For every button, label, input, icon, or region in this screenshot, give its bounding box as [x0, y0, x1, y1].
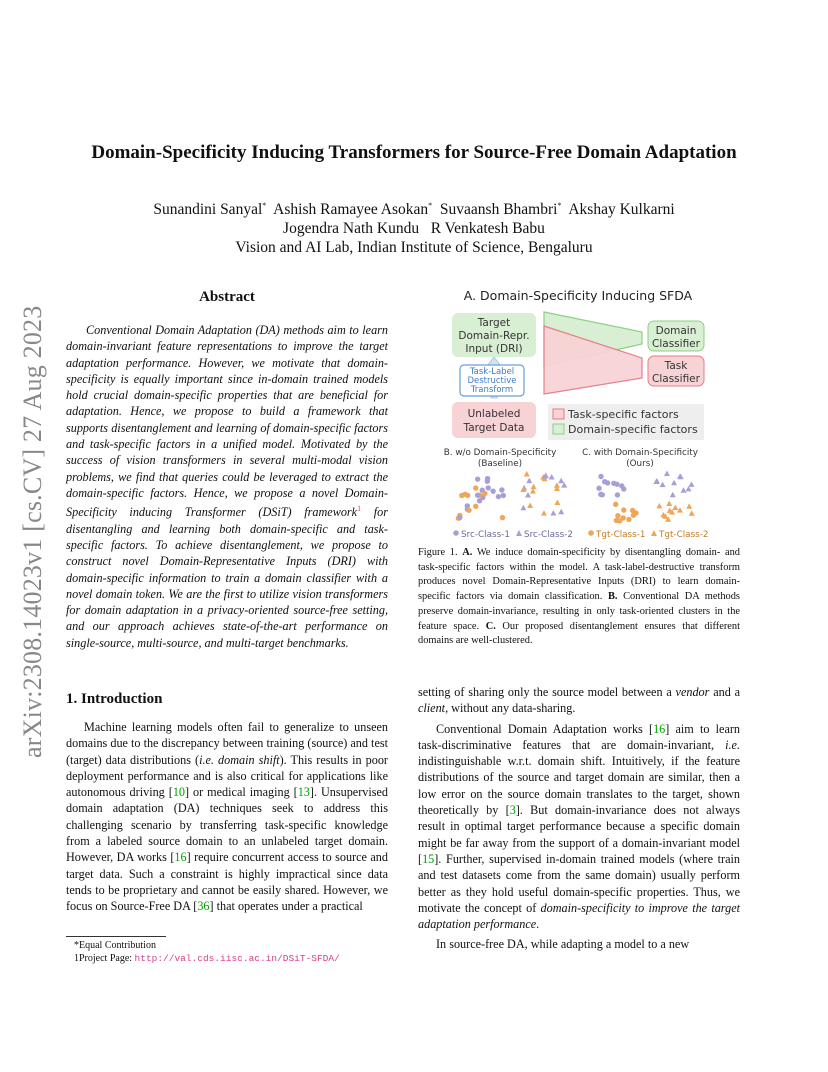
scatter-point: [499, 487, 504, 492]
citation-link[interactable]: 16: [653, 721, 666, 736]
scatter-point: [501, 493, 506, 498]
text-run: and a: [709, 685, 740, 699]
scatter-point: [541, 510, 547, 516]
legend-domain-label: Domain-specific factors: [568, 423, 698, 436]
task-classifier-label-1: Task: [664, 360, 688, 372]
panel-b-title-2: (Baseline): [477, 459, 523, 469]
text-run: , without any data-sharing.: [445, 701, 576, 716]
intro-column-left: [66, 719, 388, 915]
scatter-point: [626, 517, 631, 522]
equal-mark: *: [428, 201, 433, 210]
figure-1: [418, 286, 740, 548]
intro-paragraph-3: [418, 721, 740, 933]
project-page-link[interactable]: http://val.cds.iisc.ac.in/DSiT-SFDA/: [134, 953, 340, 964]
author-2: Ashish Ramayee Asokan: [273, 201, 429, 219]
legend-task-label: Task-specific factors: [568, 408, 679, 421]
text-run: ]. Further, supervised in-domain trained models (where train and test datasets come from the same domain) usually perform better as they hold useful domain-specific properties. Thus, we motivate the concept of: [418, 851, 740, 915]
text-run: i.e. domain shift: [199, 752, 280, 767]
scatter-point: [681, 487, 687, 493]
text-run: ] that operates under a practical: [209, 899, 363, 914]
footnote-rule: [66, 936, 166, 937]
scatter-point: [596, 486, 601, 491]
scatter-point: [558, 478, 564, 484]
scatter-point: [527, 503, 533, 509]
panel-c-title-2: (Ours): [626, 459, 654, 469]
citation-link[interactable]: 13: [297, 785, 310, 800]
author-4: Akshay Kulkarni: [568, 201, 675, 219]
scatter-point: [475, 476, 480, 481]
scatter-point: [524, 471, 530, 477]
text-run: vendor: [675, 685, 710, 699]
text-run: C.: [485, 620, 496, 632]
transform-label-3: Transform: [470, 385, 514, 395]
scatter-plots: [456, 470, 695, 523]
scatter-point: [600, 492, 605, 497]
scatter-point: [526, 478, 532, 484]
text-run: ] or medical imaging [: [185, 785, 298, 800]
text-run: Figure 1.: [418, 547, 463, 558]
footnote-project: 1Project Page: http://val.cds.iisc.ac.in/DSiT-SFDA/: [74, 953, 340, 964]
scatter-point: [475, 493, 480, 498]
scatter-point: [482, 491, 487, 496]
author-3: Suvaansh Bhambri: [439, 201, 558, 219]
scatter-point: [490, 488, 495, 493]
abstract-heading: Abstract: [199, 289, 255, 305]
text-run: client: [418, 701, 446, 716]
scatter-point: [550, 510, 556, 516]
unlabeled-label-2: Target Data: [463, 422, 525, 434]
scatter-point: [666, 500, 672, 506]
scatter-point: [656, 503, 662, 509]
text-run: setting of sharing only the source model between a: [418, 685, 676, 699]
scatter-point: [486, 485, 491, 490]
scatter-point: [531, 484, 537, 490]
scatter-point: [689, 510, 695, 516]
task-classifier-label-2: Classifier: [652, 373, 700, 385]
text-run: Our proposed disentanglement ensures that different domains are well-clustered.: [418, 620, 740, 647]
scatter-point: [473, 504, 478, 509]
scatter-point: [615, 492, 620, 497]
scatter-point: [520, 505, 526, 511]
arxiv-id: arXiv:2308.14023v1 [cs.CV] 27 Aug 2023: [18, 305, 47, 758]
panel-c-title-1: C. with Domain-Specificity: [582, 448, 698, 458]
abstract-text-b: for disentangling and learning both domain-specific and task-specific factors. To achieve disentanglement, we propose to construct novel Domain-Representative Inputs (DRI) with domain-specific information to train a domain classifier with a novel domain token. We are the first to utilize vision transformers for domain adaptation in a privacy-oriented source-free setting, and our approach achieves state-of-the-art performance on single-source, multi-source, and multi-target benchmarks.: [66, 505, 388, 650]
scatter-point: [466, 508, 471, 513]
text-run: ] require concurrent access to source and target data. Such a constraint is highly impractical since data tends to be proprietary and cannot be easily shared. However, we focus on Source-Free DA [: [66, 850, 388, 914]
src-class-1-marker: [453, 530, 459, 536]
scatter-point: [558, 509, 564, 515]
scatter-point: [686, 503, 692, 509]
transform-label-1: Task-Label: [469, 367, 515, 377]
scatter-point: [619, 483, 624, 488]
transform-label-2: Destructive: [467, 376, 517, 386]
citation-link[interactable]: 16: [174, 850, 187, 865]
scatter-point: [660, 482, 666, 488]
tgt-class-1-marker: [588, 530, 594, 536]
footnote-equal: *Equal Contribution: [74, 940, 156, 951]
authors-line-1: [0, 196, 828, 219]
legend-task-swatch: [553, 409, 564, 419]
scatter-point: [462, 492, 467, 497]
scatter-point: [496, 494, 501, 499]
scatter-point: [620, 515, 625, 520]
scatter-point: [670, 492, 676, 498]
scatter-point: [602, 479, 607, 484]
text-run: .: [536, 917, 540, 932]
scatter-point: [500, 515, 505, 520]
abstract-text-a: Conventional Domain Adaptation (DA) methods aim to learn domain-invariant feature representations to improve the target adaptation performance. However, we motivate that domain-specificity is equally important since in-domain trained models hold crucial domain-specific properties that are beneficial for adaptation. Hence, we propose to build a framework that supports disentanglement and learning of domain-specific factors and task-specific factors in a unified model. Motivated by the success of vision transformers in several multi-modal vision problems, we find that queries could be leveraged to extract the domain-specific factors. Hence, we propose a novel Domain-Specificity inducing Transformer (DSiT) framework: [66, 323, 388, 520]
scatter-point: [614, 482, 619, 487]
scatter-point: [485, 479, 490, 484]
intro-paragraph-4: [418, 936, 740, 952]
text-run: ]. But domain-invariance does not always result in optimal target performance because a specific domain might be far away from the support of a domain-invariant model [: [418, 803, 740, 866]
figure-title: A. Domain-Specificity Inducing SFDA: [463, 288, 693, 303]
text-run: domain-specificity to improve the target adaptation performance: [418, 900, 740, 932]
scatter-point: [621, 507, 626, 512]
text-run: indistinguishable w.r.t. domain shift. Intuitively, if the feature distributions of the source and target domain are similar, then a low error on the source domain translates to the target, shown theoretically by [: [418, 754, 740, 818]
intro-paragraph-1: [66, 719, 388, 915]
author-1: Sunandini Sanyal: [153, 201, 263, 219]
src-class-2-label: Src-Class-2: [524, 530, 573, 540]
text-run: We induce domain-specificity by disentangling domain- and task-specific factors within the model. A task-label-destructive transform produces novel Domain-Representative Inputs (DRI) to learn domain-specific factors via domain classification.: [418, 547, 740, 603]
text-run: ). This results in poor deployment performance and is also critical for applications like autonomous driving [: [66, 752, 388, 800]
panel-b-title-1: B. w/o Domain-Specificity: [443, 448, 557, 458]
equal-mark: *: [557, 201, 562, 210]
text-run: Conventional Domain Adaptation works [: [436, 721, 654, 736]
text-run: Conventional DA methods preserve domain-invariance, resulting in only task-oriented clusters in the feature space.: [418, 591, 740, 632]
tgt-class-2-marker: [651, 530, 657, 536]
scatter-point: [633, 510, 638, 515]
section-heading-introduction: 1. Introduction: [66, 691, 163, 707]
legend-domain-swatch: [553, 424, 564, 434]
scatter-point: [672, 505, 678, 511]
scatter-point: [613, 502, 618, 507]
abstract-body: [66, 322, 388, 651]
text-run: i.e.: [725, 737, 740, 752]
src-class-1-label: Src-Class-1: [461, 530, 510, 540]
scatter-point: [615, 513, 620, 518]
authors-line-2: Jogendra Nath Kundu R Venkatesh Babu: [283, 220, 545, 238]
domain-classifier-label-1: Domain: [655, 325, 697, 337]
scatter-point: [473, 485, 478, 490]
scatter-point: [671, 480, 677, 486]
author-block: [0, 196, 828, 257]
scatter-point: [598, 474, 603, 479]
text-run: Machine learning models often fail to generalize to unseen domains due to the discrepancy between training (source) and test (target) data distributions (: [66, 720, 388, 767]
text-run: ] aim to learn task-discriminative features that are domain-invariant,: [418, 721, 741, 752]
scatter-point: [554, 499, 560, 505]
intro-column-right: [418, 684, 740, 953]
figure-caption: [418, 546, 740, 649]
dri-label-2: Domain-Repr.: [458, 330, 530, 342]
citation-link[interactable]: 36: [197, 899, 210, 914]
text-run: In source-free DA, while adapting a model to a new: [436, 937, 690, 952]
dri-label-3: Input (DRI): [465, 343, 523, 355]
citation-link[interactable]: 10: [172, 785, 185, 800]
affiliation: Vision and AI Lab, Indian Institute of Science, Bengaluru: [235, 239, 593, 257]
text-run: ]. Unsupervised domain adaptation (DA) techniques seek to address this challenging scenario by transferring task-specific knowledge from a labeled source domain to an unlabeled target domain. However, DA works [: [66, 785, 388, 865]
equal-mark: *: [262, 201, 267, 210]
scatter-point: [525, 492, 531, 498]
intro-paragraph-2: [418, 684, 740, 717]
paper-title: Domain-Specificity Inducing Transformers for Source-Free Domain Adaptation: [91, 142, 737, 163]
text-run: A.: [462, 547, 473, 558]
footnote-mark[interactable]: 1: [357, 504, 362, 514]
domain-classifier-label-2: Classifier: [652, 338, 700, 350]
dri-label-1: Target: [477, 317, 511, 329]
scatter-point: [688, 481, 694, 487]
text-run: B.: [607, 591, 618, 603]
tgt-class-1-label: Tgt-Class-1: [596, 530, 646, 540]
citation-link[interactable]: 15: [422, 851, 435, 866]
scatter-point: [457, 515, 462, 520]
src-class-2-marker: [516, 530, 522, 536]
arxiv-stamp: [10, 280, 50, 760]
scatter-point: [664, 470, 670, 476]
footnotes: [74, 939, 340, 965]
tgt-class-2-label: Tgt-Class-2: [659, 530, 709, 540]
unlabeled-label-1: Unlabeled: [467, 408, 521, 420]
scatter-point: [549, 474, 555, 480]
citation-link[interactable]: 3: [509, 803, 516, 818]
